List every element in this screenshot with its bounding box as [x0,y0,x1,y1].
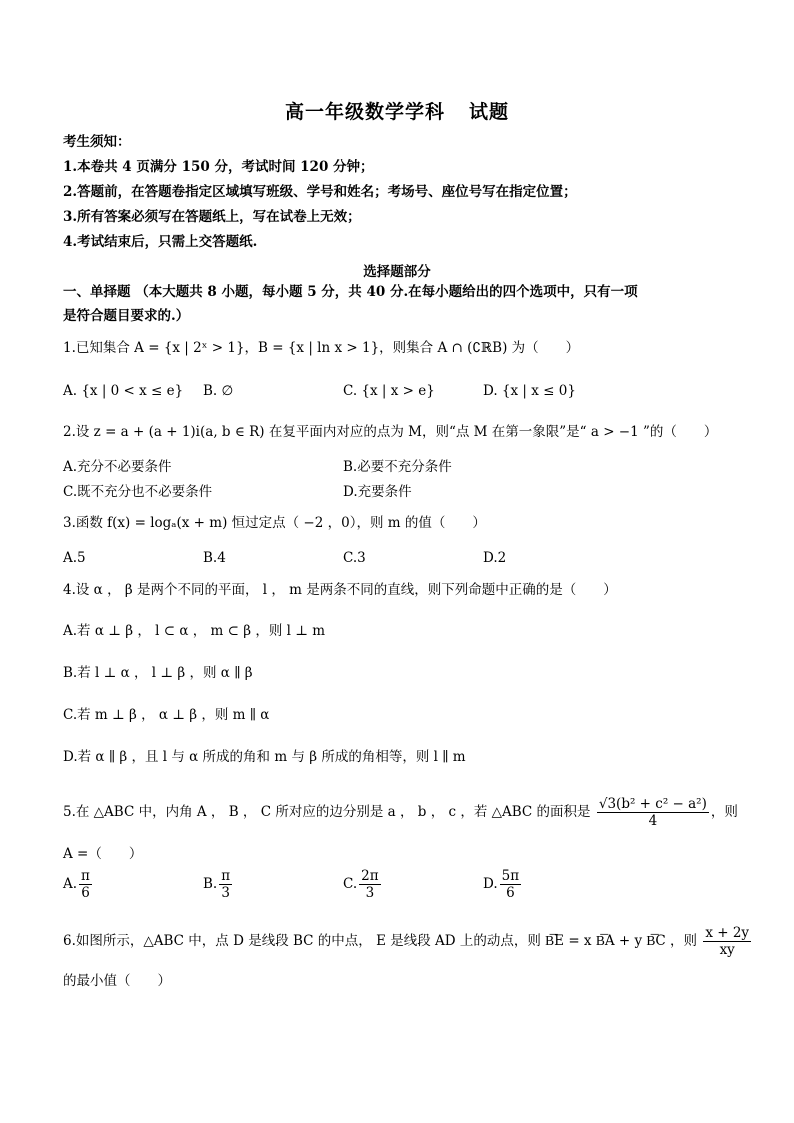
q5-option-b-fraction [219,868,232,901]
q5-fraction-numerator: √3(b² + c² − a²) [598,796,707,812]
notice-item-3: 3.所有答案必须写在答题纸上，写在试卷上无效； [63,209,361,225]
q5-option-a-num: π [81,868,90,884]
q5-option-a-den: 6 [81,885,90,901]
q5-option-d-label: D. [483,876,498,892]
q5-option-a [63,868,94,901]
part1-instructions-line2: 是符合题目要求的.） [63,308,190,324]
q5-option-d-den: 6 [506,885,515,901]
question-4-stem: 4.设 α ， β 是两个不同的平面， l ， m 是两条不同的直线，则下列命题中正确的是（ ） [63,582,617,598]
q5-option-b-label: B. [203,876,218,892]
q6-fraction-denominator: xy [719,942,735,958]
q5-option-d [483,868,523,901]
q1-option-d: D. {x | x ≤ 0} [483,383,576,399]
q1-option-c: C. {x | x > e} [343,383,435,399]
q6-stem-line2: 的最小值（ ） [63,973,171,989]
page-title [0,97,794,124]
q3-option-a: A.5 [63,550,86,566]
q5-option-c-den: 3 [365,885,375,901]
q5-stem-line2: A =（ ） [63,846,143,862]
q5-stem-text: 5.在 △ABC 中，内角 A ， B ， C 所对应的边分别是 a ， b ， c ，若 △ABC 的面积是 [63,804,591,820]
question-6-stem [63,925,753,958]
q2-option-c: C.既不充分也不必要条件 [63,484,213,500]
q1-option-a: A. {x | 0 < x ≤ e} [63,383,184,399]
q3-option-b: B.4 [203,550,226,566]
q5-option-d-num: 5π [501,868,520,884]
q5-option-a-label: A. [63,876,78,892]
question-1-stem: 1.已知集合 A = {x | 2ˣ > 1}，B = {x | ln x > 1}，则集合 A ∩ (∁ℝB) 为（ ） [63,340,580,356]
q5-option-c [343,868,383,901]
question-5-stem [63,796,738,829]
q2-option-d: D.充要条件 [343,484,412,500]
notice-item-1: 1.本卷共 4 页满分 150 分，考试时间 120 分钟； [63,159,374,175]
q6-stem-text: 6.如图所示，△ABC 中，点 D 是线段 BC 的中点， E 是线段 AD 上的动点，则 B͞E = x B͞A + y B͞C ，则 [63,933,698,949]
q5-option-b-num: π [221,868,231,884]
section-title: 选择题部分 [363,264,431,280]
q5-option-d-fraction [500,868,521,901]
notice-item-2: 2.答题前，在答题卷指定区域填写班级、学号和姓名；考场号、座位号写在指定位置； [63,184,577,200]
q5-option-b-den: 3 [221,885,230,901]
title-main: 高一年级数学学科 [284,101,445,123]
q2-option-b: B.必要不充分条件 [343,459,452,475]
title-suffix: 试题 [469,101,510,123]
q3-option-d: D.2 [483,550,507,566]
q2-option-a: A.充分不必要条件 [63,459,172,475]
q5-area-fraction [597,796,709,829]
q5-option-a-fraction [79,868,92,901]
q6-fraction [703,925,751,958]
question-2-stem: 2.设 z = a + (a + 1)i(a, b ∈ R) 在复平面内对应的点为 M，则“点 M 在第一象限”是“ a > −1 ”的（ ） [63,424,718,440]
q6-fraction-numerator: x + 2y [705,925,750,941]
notice-heading: 考生须知： [63,134,131,150]
q5-option-c-label: C. [343,876,358,892]
notice-item-4: 4.考试结束后，只需上交答题纸. [63,234,258,250]
q5-fraction-denominator: 4 [648,813,658,829]
q5-stem-tail: ，则 [710,804,738,820]
q5-option-b [203,868,234,901]
question-3-stem: 3.函数 f(x) = logₐ(x + m) 恒过定点（ −2 ，0），则 m 的值（ ） [63,515,486,531]
q5-option-c-fraction [359,868,380,901]
q3-option-c: C.3 [343,550,366,566]
q5-option-c-num: 2π [361,868,379,884]
part1-instructions-line1: 一、单择题 （本大题共 8 小题，每小题 5 分，共 40 分.在每小题给出的四个选项中，只有一项 [63,284,638,300]
q4-option-d: D.若 α ∥ β ，且 l 与 α 所成的角和 m 与 β 所成的角相等，则 l ∥ m [63,749,466,765]
q1-option-b: B. ∅ [203,383,234,399]
q4-option-c: C.若 m ⊥ β ， α ⊥ β ，则 m ∥ α [63,707,270,723]
q4-option-a: A.若 α ⊥ β ， l ⊂ α ， m ⊂ β ，则 l ⊥ m [63,623,326,639]
q4-option-b: B.若 l ⊥ α ， l ⊥ β ，则 α ∥ β [63,665,253,681]
